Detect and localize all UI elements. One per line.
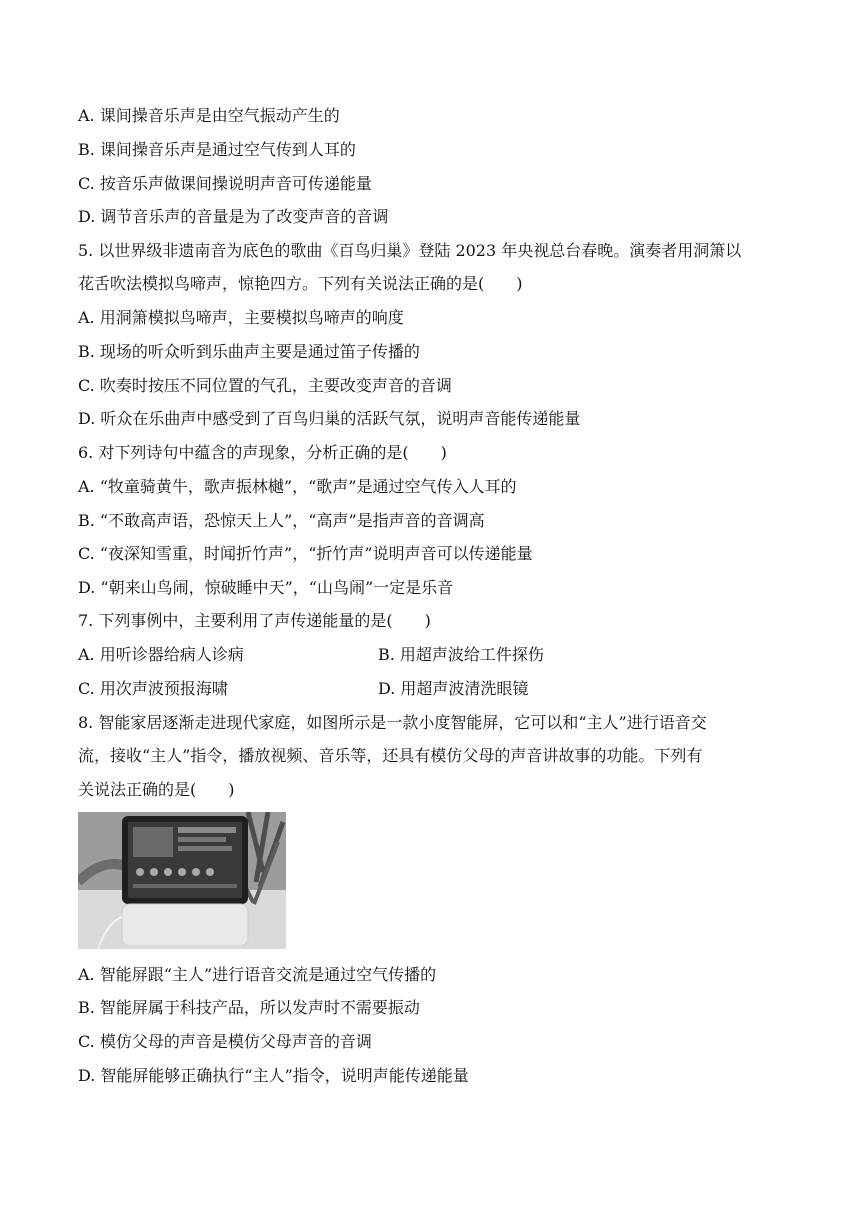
q6-option-a: A. “牧童骑黄牛，歌声振林樾”，“歌声”是通过空气传入人耳的: [78, 477, 517, 496]
q8-option-b: B. 智能屏属于科技产品，所以发声时不需要振动: [78, 998, 420, 1017]
q5-option-c: C. 吹奏时按压不同位置的气孔，主要改变声音的音调: [78, 376, 452, 395]
q5-stem-line1: 5. 以世界级非遗南音为底色的歌曲《百鸟归巢》登陆 2023 年央视总台春晚。演奏者用洞箫以: [78, 241, 742, 260]
q5-option-b: B. 现场的听众听到乐曲声主要是通过笛子传播的: [78, 342, 420, 361]
q4-option-b: B. 课间操音乐声是通过空气传到人耳的: [78, 140, 356, 159]
q4-option-c: C. 按音乐声做课间操说明声音可传递能量: [78, 174, 372, 193]
smart-screen-photo: [78, 812, 286, 949]
q5-option-a: A. 用洞箫模拟鸟啼声，主要模拟鸟啼声的响度: [78, 308, 404, 327]
q4-option-d: D. 调节音乐声的音量是为了改变声音的音调: [78, 207, 389, 226]
q4-option-a: A. 课间操音乐声是由空气振动产生的: [78, 106, 340, 125]
q6-option-c: C. “夜深知雪重，时闻折竹声”，“折竹声”说明声音可以传递能量: [78, 544, 533, 563]
q6-stem: 6. 对下列诗句中蕴含的声现象，分析正确的是( ): [78, 443, 447, 462]
q5-stem-line2: 花舌吹法模拟鸟啼声，惊艳四方。下列有关说法正确的是( ): [78, 274, 523, 293]
q8-option-d: D. 智能屏能够正确执行“主人”指令，说明声能传递能量: [78, 1066, 469, 1085]
q6-option-d: D. “朝来山鸟闹，惊破睡中天”，“山鸟闹”一定是乐音: [78, 578, 454, 597]
q8-stem-line2: 流，接收“主人”指令，播放视频、音乐等，还具有模仿父母的声音讲故事的功能。下列有: [78, 746, 703, 765]
q7-option-c: C. 用次声波预报海啸: [78, 679, 228, 698]
q7-option-d: D. 用超声波清洗眼镜: [378, 679, 529, 698]
q7-option-b: B. 用超声波给工件探伤: [378, 645, 544, 664]
q6-option-b: B. “不敢高声语，恐惊天上人”，“高声”是指声音的音调高: [78, 511, 485, 530]
q7-option-a: A. 用听诊器给病人诊病: [78, 645, 244, 664]
q8-stem-line1: 8. 智能家居逐渐走进现代家庭，如图所示是一款小度智能屏，它可以和“主人”进行语音交: [78, 713, 707, 732]
q7-stem: 7. 下列事例中，主要利用了声传递能量的是( ): [78, 611, 431, 630]
q5-option-d: D. 听众在乐曲声中感受到了百鸟归巢的活跃气氛，说明声音能传递能量: [78, 409, 581, 428]
q8-option-a: A. 智能屏跟“主人”进行语音交流是通过空气传播的: [78, 965, 437, 984]
q8-option-c: C. 模仿父母的声音是模仿父母声音的音调: [78, 1032, 372, 1051]
smart-screen-illustration: [78, 812, 286, 949]
q8-stem-line3: 关说法正确的是( ): [78, 780, 235, 799]
